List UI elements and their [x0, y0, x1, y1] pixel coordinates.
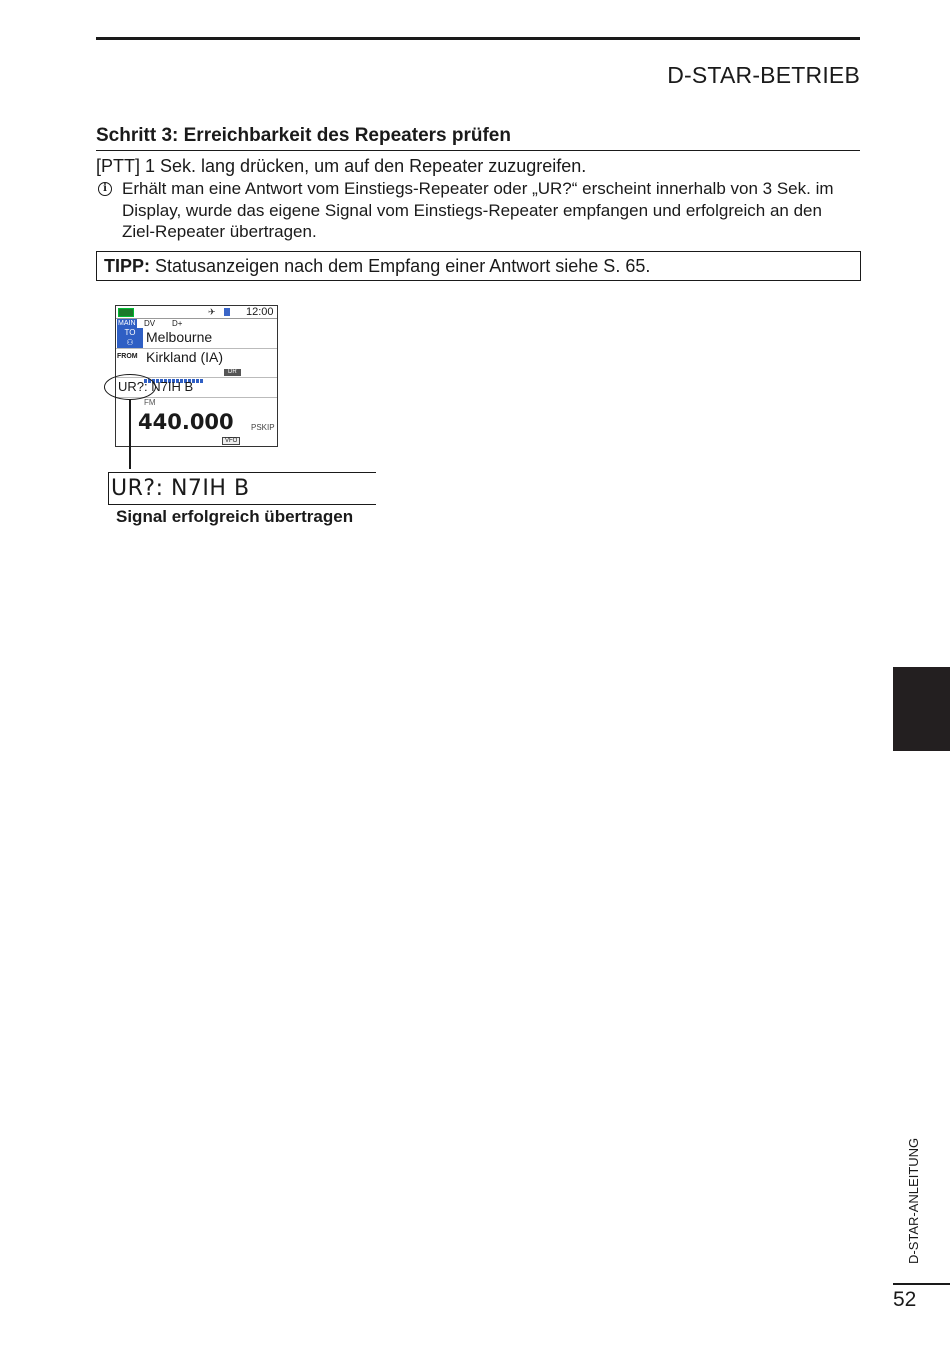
callout-frame-top [108, 472, 376, 473]
step-heading: Schritt 3: Erreichbarkeit des Repeaters prüfen [96, 125, 860, 151]
page-number: 52 [893, 1288, 917, 1311]
pskip-label: PSKIP [251, 423, 275, 432]
frequency: 440.000 [138, 410, 234, 434]
main-badge: MAIN [118, 320, 136, 327]
status-bar [116, 306, 277, 319]
callout-leader-line [129, 399, 131, 469]
battery-icon [118, 308, 134, 317]
to-callsign: Melbourne [146, 329, 213, 345]
mode-extra-label: D+ [172, 319, 183, 328]
callout-frame-bottom [108, 504, 376, 505]
sd-card-icon [224, 308, 230, 316]
s-meter [144, 439, 214, 443]
section-title: D-STAR-BETRIEB [667, 62, 860, 88]
mode-label: DV [144, 319, 156, 328]
info-note [96, 178, 836, 243]
person-icon: ⚇ [126, 338, 134, 347]
callout-caption: Signal erfolgreich übertragen [116, 507, 354, 526]
callout-ur-text: UR?: N7IH B [111, 476, 250, 501]
tip-text: Statusanzeigen nach dem Empfang einer Antwort siehe S. 65. [155, 256, 651, 276]
ur-callsign-row: UR?: N7IH B [118, 379, 194, 394]
side-label: D-STAR-ANLEITUNG [906, 1137, 921, 1264]
highlight-oval [104, 374, 156, 400]
page-number-rule [893, 1283, 950, 1285]
chapter-tab [893, 667, 950, 751]
signal-meter [144, 371, 214, 375]
mode-row [116, 319, 277, 328]
gps-icon: ✈ [208, 307, 216, 317]
callout-frame-left [108, 472, 109, 505]
instruction-text: [PTT] 1 Sek. lang drücken, um auf den Repeater zuzugreifen. [96, 156, 587, 176]
fm-label: FM [144, 398, 156, 407]
top-rule [96, 37, 860, 40]
from-badge: FROM [117, 353, 138, 360]
from-callsign: Kirkland (IA) [146, 349, 224, 365]
info-note-text: Erhält man eine Antwort vom Einstiegs-Repeater oder „UR?“ erscheint innerhalb von 3 Sek. im Display, wurde das eigene Signal vom Einstiegs-Repeater empfangen und erfolgreich an den Ziel-Repeater übertragen. [122, 179, 834, 241]
to-badge [117, 328, 143, 348]
info-icon: i [98, 182, 112, 196]
clock: 12:00 [246, 306, 274, 318]
vfo-badge: VFO [222, 437, 240, 445]
tip-box [96, 251, 861, 281]
dr-badge: DR [224, 369, 241, 376]
to-badge-label: TO [124, 328, 136, 337]
tip-label: TIPP: [104, 256, 151, 276]
